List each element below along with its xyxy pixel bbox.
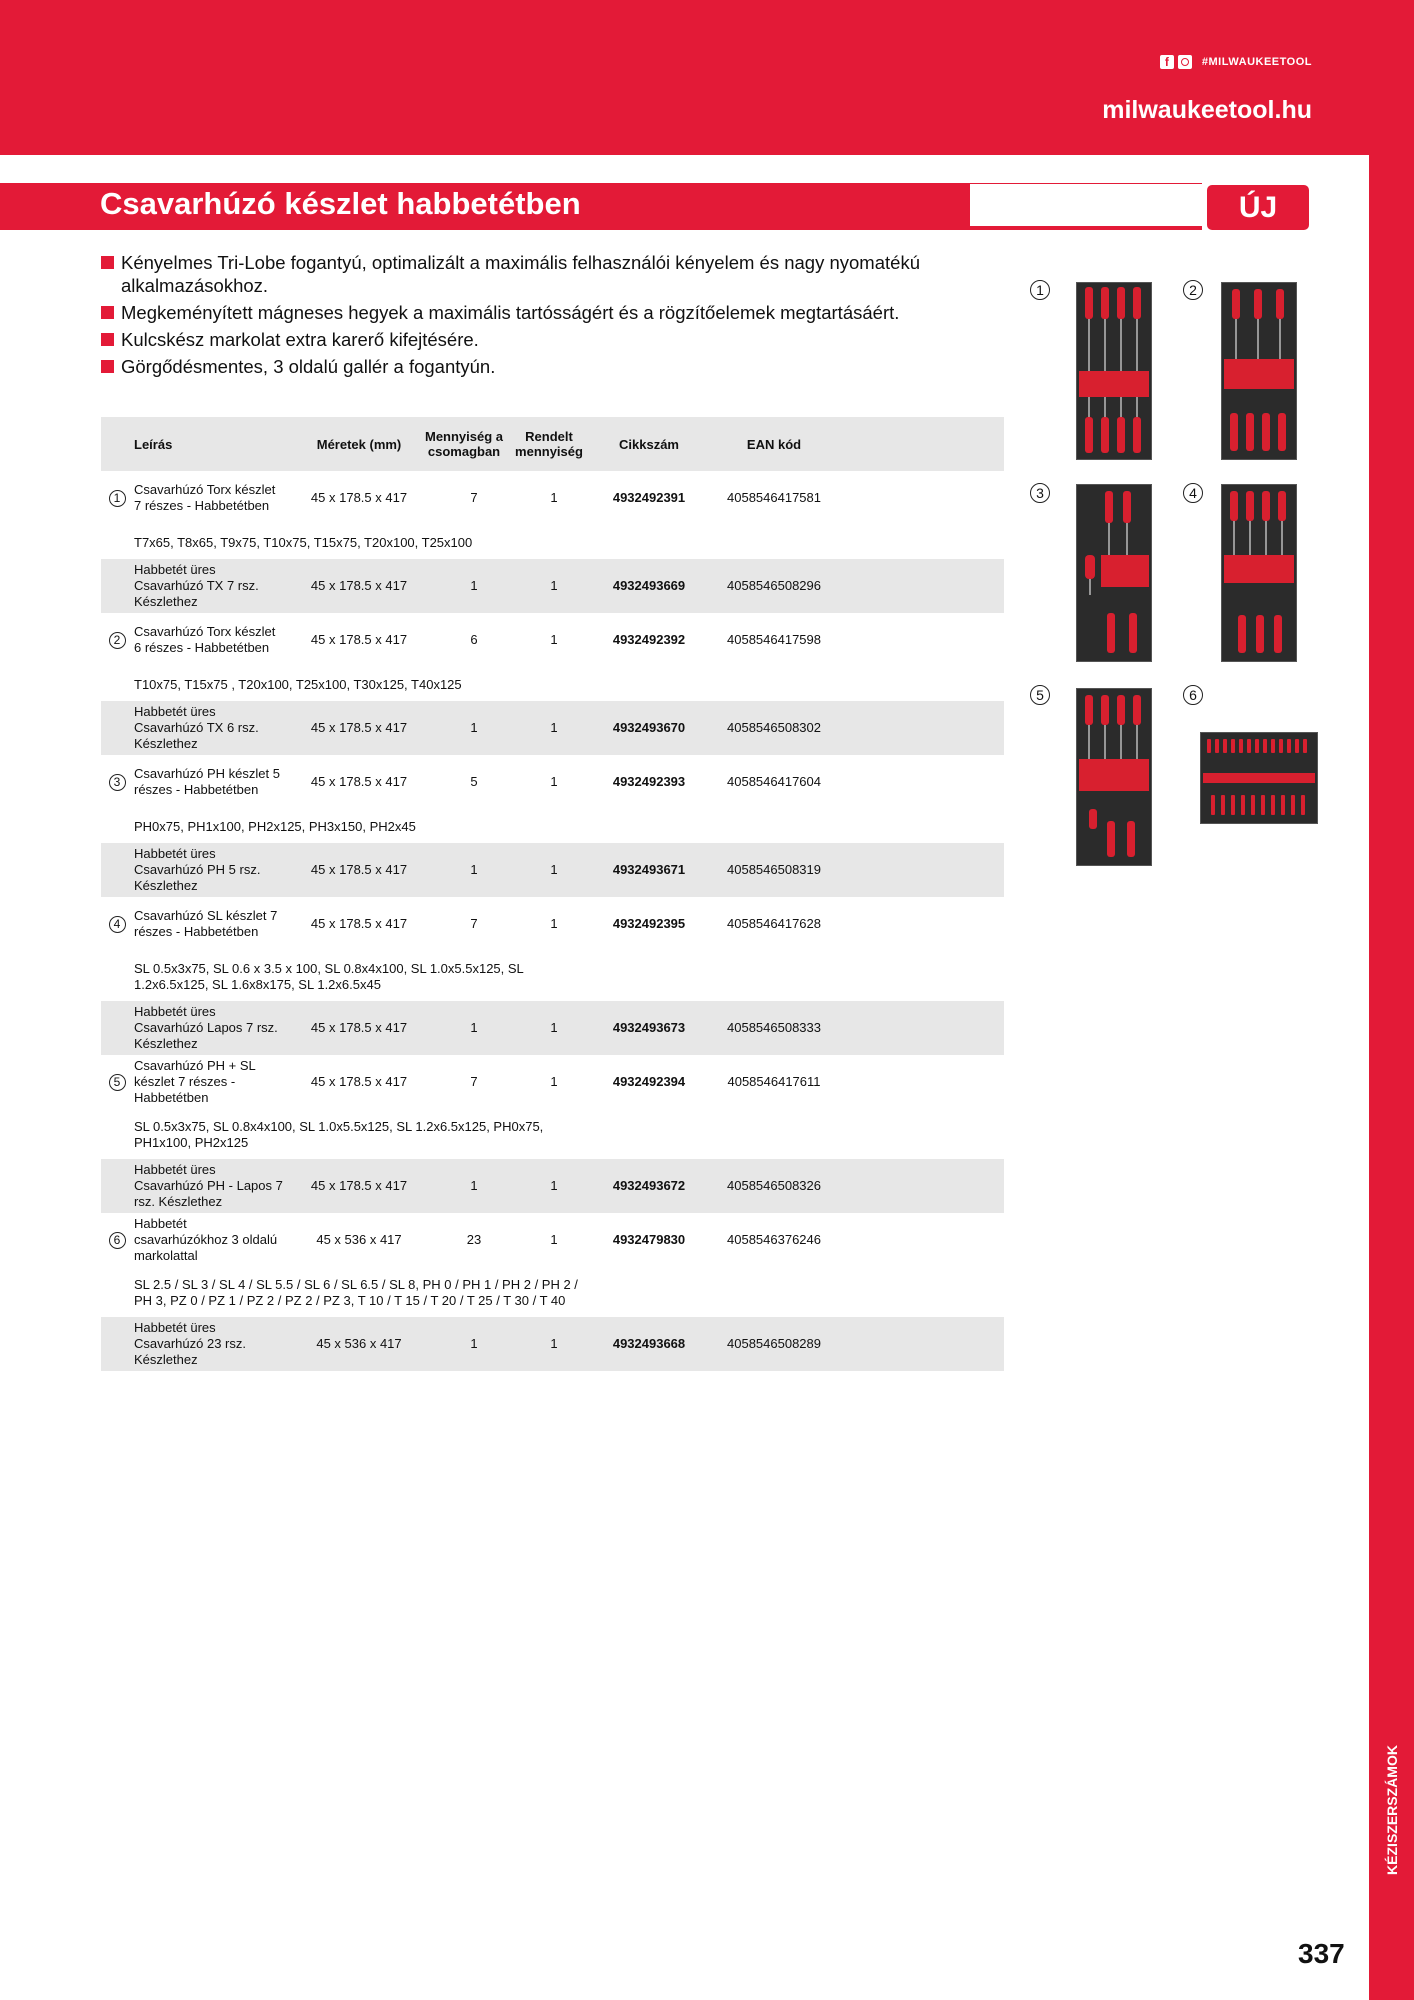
cell-quantity-text: 1 bbox=[470, 578, 478, 593]
social-links bbox=[1160, 55, 1312, 69]
spec-note: SL 0.5x3x75, SL 0.6 x 3.5 x 100, SL 0.8x4x100, SL 1.0x5.5x125, SL 1.2x6.5x125, SL 1.6x8x175, SL 1.2x6.5x45 bbox=[134, 961, 524, 992]
cell-description bbox=[134, 843, 284, 897]
title-bar-line bbox=[970, 226, 1202, 230]
image-label-6: 6 bbox=[1183, 685, 1203, 705]
cell-article-number bbox=[594, 1213, 704, 1267]
spec-note: T7x65, T8x65, T9x75, T10x75, T15x75, T20x100, T25x100 bbox=[134, 535, 473, 550]
image-label-2: 2 bbox=[1183, 280, 1203, 300]
cell-description-text: Csavarhúzó PH + SL készlet 7 részes - Habbetétben bbox=[134, 1058, 256, 1105]
tray-image-4 bbox=[1221, 484, 1297, 662]
cell-order-text: 1 bbox=[550, 774, 558, 789]
cell-quantity-text: 6 bbox=[470, 632, 478, 647]
cell-description-text: Habbetét üres Csavarhúzó PH - Lapos 7 rsz. Készlethez bbox=[134, 1162, 283, 1209]
cell-ean bbox=[704, 1317, 844, 1371]
cell-quantity bbox=[434, 755, 514, 809]
cell-description-text: Habbetét csavarhúzókhoz 3 oldalú markolattal bbox=[134, 1216, 278, 1263]
cell-size bbox=[284, 471, 434, 525]
table-row bbox=[101, 1001, 1004, 1055]
spec-note: SL 0.5x3x75, SL 0.8x4x100, SL 1.0x5.5x125, SL 1.2x6.5x125, PH0x75, PH1x100, PH2x125 bbox=[134, 1119, 544, 1150]
header-ean: EAN kód bbox=[746, 436, 802, 452]
cell-quantity bbox=[434, 843, 514, 897]
cell-order-text: 1 bbox=[550, 1336, 558, 1351]
cell-ean bbox=[704, 701, 844, 755]
cell-article-number bbox=[594, 843, 704, 897]
cell-order bbox=[514, 1001, 594, 1055]
item-number-badge: 3 bbox=[109, 774, 126, 791]
item-number bbox=[107, 1001, 127, 1055]
cell-order bbox=[514, 897, 594, 951]
cell-ean bbox=[704, 843, 844, 897]
item-number bbox=[107, 897, 127, 951]
cell-description-text: Csavarhúzó Torx készlet 7 részes - Habbetétben bbox=[134, 482, 276, 513]
cell-quantity-text: 1 bbox=[470, 862, 478, 877]
cell-size bbox=[284, 755, 434, 809]
cell-description bbox=[134, 1213, 284, 1267]
cell-article-number bbox=[594, 1055, 704, 1109]
item-number-badge: 1 bbox=[109, 490, 126, 507]
cell-ean bbox=[704, 1213, 844, 1267]
top-header-band bbox=[0, 0, 1414, 155]
cell-description bbox=[134, 559, 284, 613]
cell-order bbox=[514, 843, 594, 897]
cell-quantity bbox=[434, 1055, 514, 1109]
cell-order bbox=[514, 1159, 594, 1213]
cell-article-number-text: 4932493668 bbox=[612, 1336, 686, 1351]
cell-ean-text: 4058546508333 bbox=[727, 1020, 821, 1035]
cell-article-number-text: 4932493672 bbox=[612, 1178, 686, 1193]
spec-note: T10x75, T15x75 , T20x100, T25x100, T30x125, T40x125 bbox=[134, 677, 462, 692]
screwdriver-tray-icon bbox=[1077, 689, 1151, 865]
cell-order-text: 1 bbox=[550, 578, 558, 593]
cell-quantity-text: 1 bbox=[470, 1020, 478, 1035]
cell-size bbox=[284, 1055, 434, 1109]
cell-order bbox=[514, 1213, 594, 1267]
spec-note: SL 2.5 / SL 3 / SL 4 / SL 5.5 / SL 6 / SL 6.5 / SL 8, PH 0 / PH 1 / PH 2 / PH 2 / PH 3, PZ 0 / PZ 1 / PZ 2 / PZ 2 / PZ 3, T 10 / T 15 / T 20 / T 25 / T 30 / T 40 bbox=[134, 1277, 578, 1308]
cell-quantity-text: 7 bbox=[470, 916, 478, 931]
cell-size-text: 45 x 178.5 x 417 bbox=[310, 916, 408, 931]
cell-order-text: 1 bbox=[550, 490, 558, 505]
cell-quantity bbox=[434, 1159, 514, 1213]
image-label-4: 4 bbox=[1183, 483, 1203, 503]
cell-size-text: 45 x 178.5 x 417 bbox=[310, 720, 408, 735]
cell-size-text: 45 x 178.5 x 417 bbox=[310, 632, 408, 647]
cell-article-number bbox=[594, 1317, 704, 1371]
cell-description bbox=[134, 897, 284, 951]
image-label-3: 3 bbox=[1030, 483, 1050, 503]
cell-description-text: Habbetét üres Csavarhúzó PH 5 rsz. Készlethez bbox=[134, 846, 261, 893]
screwdriver-tray-icon bbox=[1077, 283, 1151, 459]
cell-ean bbox=[704, 1159, 844, 1213]
cell-order bbox=[514, 559, 594, 613]
cell-ean bbox=[704, 1055, 844, 1109]
cell-article-number bbox=[594, 471, 704, 525]
cell-description bbox=[134, 755, 284, 809]
table-row bbox=[101, 471, 1004, 525]
tray-image-2 bbox=[1221, 282, 1297, 460]
new-badge: ÚJ bbox=[1207, 185, 1309, 230]
cell-description-text: Csavarhúzó SL készlet 7 részes - Habbetétben bbox=[134, 908, 278, 939]
cell-article-number bbox=[594, 701, 704, 755]
item-number bbox=[107, 613, 127, 667]
cell-size-text: 45 x 178.5 x 417 bbox=[310, 1020, 408, 1035]
table-row bbox=[101, 613, 1004, 667]
cell-article-number-text: 4932493669 bbox=[612, 578, 686, 593]
cell-size bbox=[284, 1317, 434, 1371]
cell-order-text: 1 bbox=[550, 862, 558, 877]
page-title: Csavarhúzó készlet habbetétben bbox=[100, 186, 581, 221]
cell-order bbox=[514, 701, 594, 755]
item-number bbox=[107, 701, 127, 755]
feature-list bbox=[101, 251, 1001, 382]
cell-ean bbox=[704, 755, 844, 809]
image-label-5: 5 bbox=[1030, 685, 1050, 705]
cell-ean bbox=[704, 559, 844, 613]
cell-ean-text: 4058546417581 bbox=[727, 490, 821, 505]
item-number bbox=[107, 1213, 127, 1267]
cell-ean bbox=[704, 1001, 844, 1055]
cell-size-text: 45 x 178.5 x 417 bbox=[310, 490, 408, 505]
header-cikk: Cikkszám bbox=[619, 436, 679, 452]
screwdriver-tray-icon bbox=[1077, 485, 1151, 661]
cell-article-number-text: 4932492393 bbox=[612, 774, 686, 789]
cell-size-text: 45 x 536 x 417 bbox=[316, 1336, 402, 1351]
cell-quantity bbox=[434, 471, 514, 525]
cell-quantity-text: 1 bbox=[470, 1178, 478, 1193]
cell-size bbox=[284, 1001, 434, 1055]
tray-image-3 bbox=[1076, 484, 1152, 662]
product-table bbox=[101, 417, 1004, 1371]
cell-quantity bbox=[434, 897, 514, 951]
cell-ean-text: 4058546417628 bbox=[727, 916, 821, 931]
item-number bbox=[107, 1055, 127, 1109]
cell-description-text: Habbetét üres Csavarhúzó 23 rsz. Készlethez bbox=[134, 1320, 246, 1367]
cell-size-text: 45 x 178.5 x 417 bbox=[310, 1074, 408, 1089]
cell-order-text: 1 bbox=[550, 1232, 558, 1247]
cell-description bbox=[134, 1055, 284, 1109]
cell-article-number-text: 4932492392 bbox=[612, 632, 686, 647]
cell-quantity-text: 1 bbox=[470, 1336, 478, 1351]
cell-description-text: Habbetét üres Csavarhúzó TX 6 rsz. Készlethez bbox=[134, 704, 259, 751]
cell-order-text: 1 bbox=[550, 720, 558, 735]
cell-article-number bbox=[594, 1159, 704, 1213]
cell-order bbox=[514, 471, 594, 525]
header-size: Méretek (mm) bbox=[316, 436, 402, 452]
cell-description bbox=[134, 613, 284, 667]
cell-size bbox=[284, 843, 434, 897]
cell-order bbox=[514, 1317, 594, 1371]
screwdriver-tray-icon bbox=[1222, 485, 1296, 661]
cell-ean-text: 4058546508302 bbox=[727, 720, 821, 735]
cell-description-text: Habbetét üres Csavarhúzó TX 7 rsz. Készlethez bbox=[134, 562, 259, 609]
cell-ean-text: 4058546508319 bbox=[727, 862, 821, 877]
table-row bbox=[101, 701, 1004, 755]
cell-order-text: 1 bbox=[550, 632, 558, 647]
cell-article-number-text: 4932492395 bbox=[612, 916, 686, 931]
cell-description-text: Habbetét üres Csavarhúzó Lapos 7 rsz. Készlethez bbox=[134, 1004, 278, 1051]
item-number bbox=[107, 1159, 127, 1213]
cell-quantity bbox=[434, 1213, 514, 1267]
cell-order bbox=[514, 755, 594, 809]
cell-description-text: Csavarhúzó Torx készlet 6 részes - Habbetétben bbox=[134, 624, 276, 655]
cell-quantity-text: 1 bbox=[470, 720, 478, 735]
cell-quantity-text: 7 bbox=[470, 490, 478, 505]
cell-size-text: 45 x 536 x 417 bbox=[316, 1232, 402, 1247]
header-desc: Leírás bbox=[134, 436, 173, 452]
cell-size-text: 45 x 178.5 x 417 bbox=[310, 774, 408, 789]
feature-item: Kulcskész markolat extra karerő kifejtésére. bbox=[101, 328, 1001, 351]
item-number bbox=[107, 559, 127, 613]
cell-article-number-text: 4932493673 bbox=[612, 1020, 686, 1035]
hashtag: #MILWAUKEETOOL bbox=[1201, 56, 1312, 68]
cell-article-number-text: 4932492394 bbox=[612, 1074, 686, 1089]
cell-ean bbox=[704, 613, 844, 667]
header-order: Rendelt mennyiség bbox=[515, 429, 583, 459]
cell-ean-text: 4058546417611 bbox=[727, 1074, 821, 1089]
cell-size bbox=[284, 613, 434, 667]
cell-size bbox=[284, 1213, 434, 1267]
table-row bbox=[101, 1055, 1004, 1109]
cell-ean-text: 4058546508326 bbox=[727, 1178, 821, 1193]
table-row bbox=[101, 1213, 1004, 1267]
table-row bbox=[101, 1159, 1004, 1213]
cell-quantity bbox=[434, 613, 514, 667]
cell-size-text: 45 x 178.5 x 417 bbox=[310, 578, 408, 593]
instagram-icon[interactable] bbox=[1178, 55, 1192, 69]
section-side-tab: KÉZISZERSZÁMOK bbox=[1384, 1745, 1400, 1875]
table-row bbox=[101, 897, 1004, 951]
cell-article-number-text: 4932493670 bbox=[612, 720, 686, 735]
cell-order-text: 1 bbox=[550, 1020, 558, 1035]
item-number-badge: 2 bbox=[109, 632, 126, 649]
item-number-badge: 5 bbox=[109, 1074, 126, 1091]
item-number bbox=[107, 755, 127, 809]
cell-size-text: 45 x 178.5 x 417 bbox=[310, 1178, 408, 1193]
right-side-bar bbox=[1369, 155, 1414, 2000]
cell-quantity bbox=[434, 559, 514, 613]
feature-item: Megkeményített mágneses hegyek a maximális tartósságért és a rögzítőelemek megtartásáért. bbox=[101, 301, 1001, 324]
cell-article-number-text: 4932492391 bbox=[612, 490, 686, 505]
cell-ean bbox=[704, 897, 844, 951]
cell-description-text: Csavarhúzó PH készlet 5 részes - Habbetétben bbox=[134, 766, 280, 797]
cell-description bbox=[134, 1159, 284, 1213]
cell-article-number bbox=[594, 1001, 704, 1055]
cell-quantity-text: 7 bbox=[470, 1074, 478, 1089]
table-row bbox=[101, 559, 1004, 613]
cell-order bbox=[514, 1055, 594, 1109]
header-qty: Mennyiség a csomagban bbox=[424, 429, 504, 459]
cell-description bbox=[134, 1001, 284, 1055]
cell-ean-text: 4058546508289 bbox=[727, 1336, 821, 1351]
item-number-badge: 4 bbox=[109, 916, 126, 933]
cell-ean-text: 4058546376246 bbox=[727, 1232, 821, 1247]
cell-description bbox=[134, 701, 284, 755]
screwdriver-tray-icon bbox=[1201, 733, 1317, 823]
cell-quantity bbox=[434, 1001, 514, 1055]
cell-order-text: 1 bbox=[550, 1178, 558, 1193]
tray-image-6 bbox=[1200, 732, 1318, 824]
spec-note: PH0x75, PH1x100, PH2x125, PH3x150, PH2x45 bbox=[134, 819, 416, 834]
cell-quantity-text: 23 bbox=[466, 1232, 482, 1247]
cell-article-number bbox=[594, 897, 704, 951]
table-row bbox=[101, 755, 1004, 809]
title-bar-gap bbox=[970, 183, 1202, 226]
cell-quantity bbox=[434, 701, 514, 755]
website-url[interactable]: milwaukeetool.hu bbox=[1102, 96, 1312, 124]
cell-order-text: 1 bbox=[550, 916, 558, 931]
cell-ean-text: 4058546508296 bbox=[727, 578, 821, 593]
table-row bbox=[101, 843, 1004, 897]
table-body bbox=[101, 471, 1004, 1371]
tray-image-5 bbox=[1076, 688, 1152, 866]
cell-quantity-text: 5 bbox=[470, 774, 478, 789]
cell-ean-text: 4058546417598 bbox=[727, 632, 821, 647]
page-number: 337 bbox=[1298, 1938, 1345, 1969]
cell-size bbox=[284, 897, 434, 951]
item-number bbox=[107, 843, 127, 897]
cell-article-number bbox=[594, 755, 704, 809]
cell-order bbox=[514, 613, 594, 667]
cell-size-text: 45 x 178.5 x 417 bbox=[310, 862, 408, 877]
cell-size bbox=[284, 1159, 434, 1213]
image-label-1: 1 bbox=[1030, 280, 1050, 300]
cell-article-number-text: 4932493671 bbox=[612, 862, 686, 877]
cell-description bbox=[134, 1317, 284, 1371]
table-header bbox=[101, 417, 1004, 471]
cell-size bbox=[284, 701, 434, 755]
feature-item: Görgődésmentes, 3 oldalú gallér a fogantyún. bbox=[101, 355, 1001, 378]
cell-size bbox=[284, 559, 434, 613]
item-number bbox=[107, 1317, 127, 1371]
table-row bbox=[101, 1317, 1004, 1371]
cell-quantity bbox=[434, 1317, 514, 1371]
cell-order-text: 1 bbox=[550, 1074, 558, 1089]
cell-ean bbox=[704, 471, 844, 525]
item-number-badge: 6 bbox=[109, 1232, 126, 1249]
feature-item: Kényelmes Tri-Lobe fogantyú, optimalizált a maximális felhasználói kényelem és nagy nyomatékú alkalmazásokhoz. bbox=[101, 251, 1001, 297]
cell-article-number bbox=[594, 559, 704, 613]
cell-article-number-text: 4932479830 bbox=[612, 1232, 686, 1247]
screwdriver-tray-icon bbox=[1222, 283, 1296, 459]
tray-image-1 bbox=[1076, 282, 1152, 460]
cell-ean-text: 4058546417604 bbox=[727, 774, 821, 789]
cell-article-number bbox=[594, 613, 704, 667]
cell-description bbox=[134, 471, 284, 525]
item-number bbox=[107, 471, 127, 525]
facebook-icon[interactable]: f bbox=[1160, 55, 1174, 69]
